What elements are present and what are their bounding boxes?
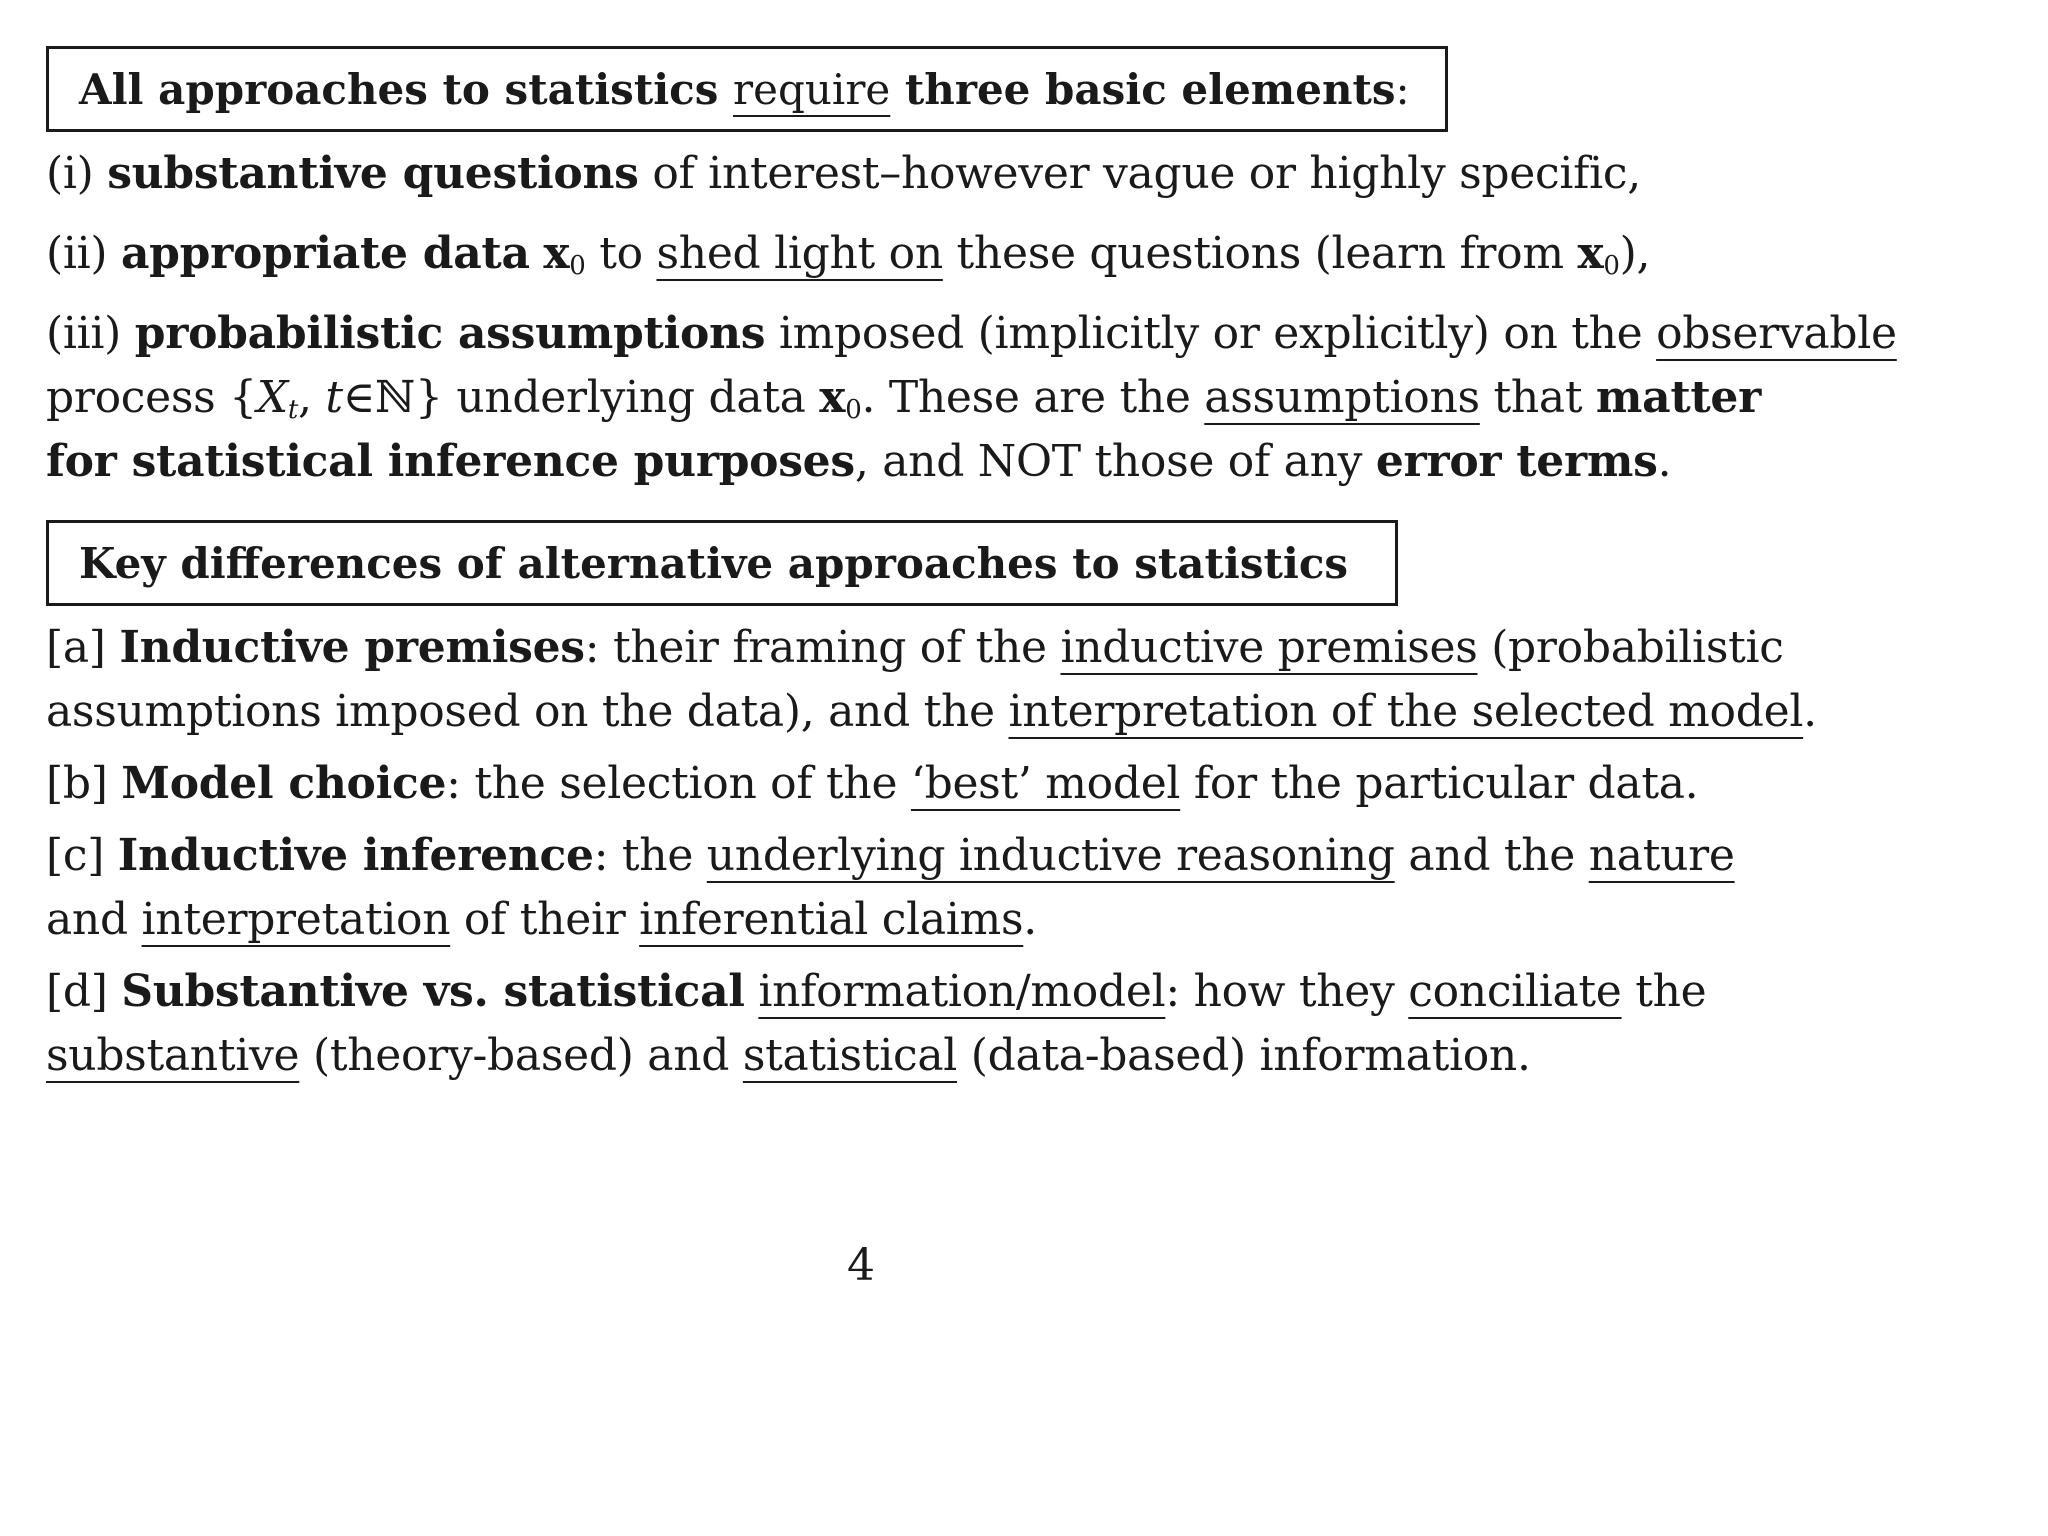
item-c-bold: Inductive inference	[117, 830, 594, 881]
item-ii-bold: appropriate data	[120, 228, 530, 279]
item-iii-label: (iii)	[46, 308, 122, 359]
item-b-text2: for the particular data.	[1193, 758, 1699, 809]
item-i-bold: substantive questions	[107, 148, 639, 199]
item-d-line1	[46, 966, 1706, 1017]
item-iii-assumptions: assumptions	[1204, 372, 1480, 423]
page-number: 4	[847, 1240, 875, 1291]
item-c-inferential-claims: inferential claims	[639, 894, 1024, 945]
item-a-text1: their framing of the	[612, 622, 1047, 673]
item-a-interpretation: interpretation of the selected model	[1008, 686, 1804, 737]
item-d-label: [d]	[46, 966, 108, 1017]
item-ii-sub2: 0	[1603, 251, 1620, 281]
item-ii-end: ),	[1619, 228, 1651, 279]
item-iii-end: .	[1657, 436, 1672, 487]
item-a-inductive-premises: inductive premises	[1060, 622, 1478, 673]
item-ii-x: x	[543, 228, 570, 279]
item-a-end: .	[1803, 686, 1817, 737]
item-ii-x2: x	[1577, 228, 1604, 279]
item-c-and: and	[46, 894, 128, 945]
item-iii-underlying: underlying data	[456, 372, 806, 423]
item-iii-bold: probabilistic assumptions	[134, 308, 766, 359]
item-iii-sub: 0	[845, 395, 862, 425]
item-c-line1	[46, 830, 1735, 881]
item-ii-mid: these questions (learn from	[956, 228, 1564, 279]
item-d-data-based: (data-based) information.	[970, 1030, 1531, 1081]
item-iii-mid: imposed (implicitly or explicitly) on the	[778, 308, 1643, 359]
item-i-label: (i)	[46, 148, 94, 199]
heading-part2: three basic elements	[904, 64, 1396, 114]
heading-box-three-elements	[46, 46, 1448, 132]
item-c-label: [c]	[46, 830, 105, 881]
item-c-of-their: of their	[463, 894, 626, 945]
item-d-line2	[46, 1030, 1531, 1081]
item-d-information-model: information/model	[758, 966, 1166, 1017]
item-d-substantive: substantive	[46, 1030, 300, 1081]
item-iii-x: x	[819, 372, 846, 423]
item-iii-t-sub: t	[287, 395, 298, 425]
item-c-nature: nature	[1588, 830, 1735, 881]
item-i-rest: of interest–however vague or highly specific,	[652, 148, 1641, 199]
item-c-text2: and the	[1408, 830, 1576, 881]
item-c-line2	[46, 894, 1037, 945]
item-a-label: [a]	[46, 622, 106, 673]
heading-require: require	[733, 64, 891, 114]
item-i	[46, 148, 1641, 199]
item-b	[46, 758, 1698, 809]
item-ii	[46, 228, 1650, 279]
item-iii-error-terms: error terms	[1375, 436, 1658, 487]
item-iii-observable: observable	[1656, 308, 1897, 359]
item-c-colon: :	[593, 830, 609, 881]
item-d-bold: Substantive vs. statistical	[121, 966, 745, 1017]
item-iii-process: process {	[46, 372, 257, 423]
item-a-text2: (probabilistic	[1491, 622, 1784, 673]
item-a-line2-text: assumptions imposed on the data), and the	[46, 686, 995, 737]
heading-text	[79, 65, 1410, 114]
item-iii-line3	[46, 436, 1671, 487]
item-c-interpretation: interpretation	[141, 894, 451, 945]
item-d-text1: : how they	[1165, 966, 1395, 1017]
item-iii-these: . These are the	[861, 372, 1191, 423]
item-iii-comma: ,	[298, 372, 312, 423]
item-a-line1	[46, 622, 1784, 673]
item-iii-X: X	[256, 372, 288, 423]
heading-part1: All approaches to statistics	[79, 64, 719, 114]
item-iii-for-inference: for statistical inference purposes	[46, 436, 855, 487]
item-iii-t: t	[325, 372, 343, 423]
item-ii-underline: shed light on	[656, 228, 943, 279]
item-ii-sub: 0	[569, 251, 586, 281]
item-iii-matter: matter	[1595, 372, 1761, 423]
item-b-text1: the selection of the	[474, 758, 898, 809]
item-iii-not: , and NOT those of any	[854, 436, 1363, 487]
item-iii-that: that	[1493, 372, 1583, 423]
item-iii-line2	[46, 372, 1761, 423]
item-d-the: the	[1635, 966, 1707, 1017]
item-ii-to: to	[599, 228, 643, 279]
item-b-colon: :	[446, 758, 461, 809]
heading-key-differences: Key differences of alternative approaches to statistics	[79, 538, 1349, 588]
item-iii-line1	[46, 308, 1897, 359]
heading-box-key-differences	[46, 520, 1398, 606]
item-c-end: .	[1023, 894, 1037, 945]
item-d-statistical: statistical	[742, 1030, 958, 1081]
item-c-reasoning: underlying inductive reasoning	[706, 830, 1395, 881]
item-c-text1: the	[621, 830, 694, 881]
item-ii-label: (ii)	[46, 228, 108, 279]
item-a-colon: :	[584, 622, 600, 673]
item-a-line2	[46, 686, 1817, 737]
item-b-bold: Model choice	[121, 758, 447, 809]
item-b-label: [b]	[46, 758, 108, 809]
item-d-theory-based: (theory-based) and	[312, 1030, 730, 1081]
heading-colon: :	[1395, 64, 1410, 114]
item-a-bold: Inductive premises	[119, 622, 585, 673]
item-iii-in-N: ∈ℕ}	[342, 372, 443, 423]
item-d-conciliate: conciliate	[1408, 966, 1622, 1017]
item-b-best-model: ‘best’ model	[910, 758, 1181, 809]
